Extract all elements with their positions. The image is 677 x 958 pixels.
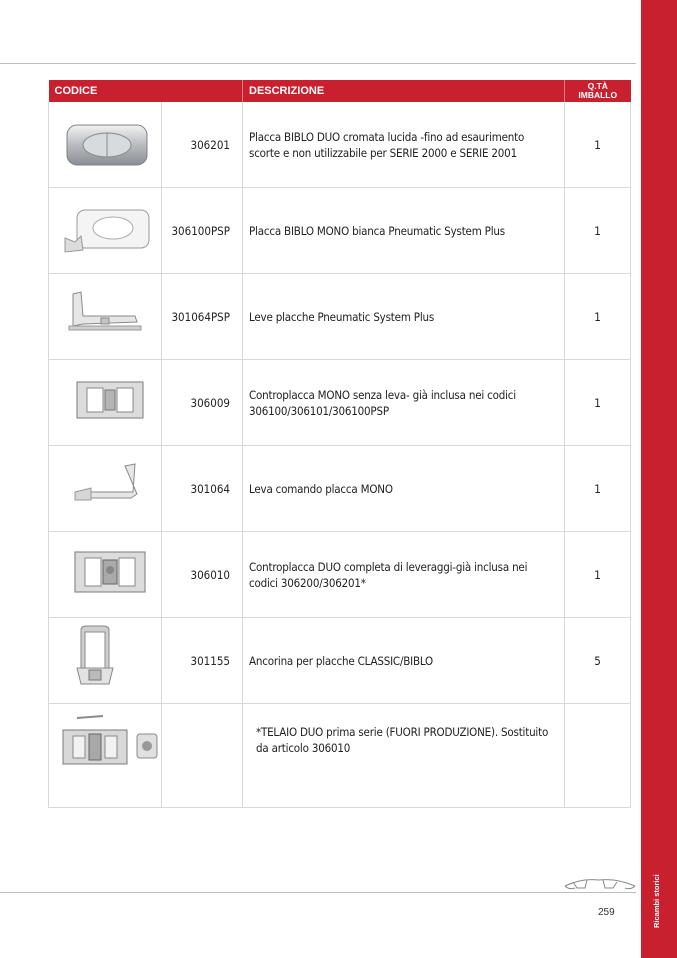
table-row — [49, 618, 631, 704]
product-quantity: 1 — [565, 532, 631, 618]
product-quantity: 1 — [565, 274, 631, 360]
product-quantity: 1 — [565, 446, 631, 532]
decorative-footer-icon — [563, 876, 637, 892]
top-divider — [0, 63, 636, 64]
header-description: DESCRIZIONE — [243, 80, 565, 102]
white-flush-plate-mono-icon — [61, 200, 153, 260]
table-header-row — [49, 80, 631, 102]
product-quantity: 1 — [565, 102, 631, 188]
anchor-icon — [61, 624, 153, 688]
product-image — [49, 102, 162, 188]
section-label: Ricambi storici — [652, 874, 661, 928]
frame-duo-icon — [57, 712, 167, 772]
product-description: Ancorina per placche CLASSIC/BIBLO — [243, 618, 565, 704]
product-code: 306009 — [162, 360, 243, 446]
product-code: 306010 — [162, 532, 243, 618]
lever-icon — [61, 458, 153, 518]
header-quantity — [565, 80, 631, 102]
product-image — [49, 446, 162, 532]
header-code: CODICE — [49, 80, 243, 102]
product-description: Leve placche Pneumatic System Plus — [243, 274, 565, 360]
product-description: Controplacca DUO completa di leveraggi-già inclusa nei codici 306200/306201* — [243, 532, 565, 618]
product-code: 301064 — [162, 446, 243, 532]
product-image — [49, 188, 162, 274]
table-row — [49, 102, 631, 188]
product-image — [49, 618, 162, 704]
chrome-flush-plate-duo-icon — [61, 114, 153, 174]
product-quantity — [565, 704, 631, 808]
product-code: 306201 — [162, 102, 243, 188]
product-image — [49, 532, 162, 618]
header-quantity-line2: IMBALLO — [578, 90, 618, 100]
page-number: 259 — [598, 907, 615, 918]
table-row — [49, 704, 631, 808]
table-row — [49, 274, 631, 360]
product-description: Controplacca MONO senza leva- già inclusa nei codici 306100/306101/306100PSP — [243, 360, 565, 446]
lever-icon — [61, 286, 153, 346]
product-code: 306100PSP — [162, 188, 243, 274]
table-row — [49, 360, 631, 446]
counter-plate-duo-icon — [61, 544, 153, 604]
table-row — [49, 532, 631, 618]
product-description: Placca BIBLO MONO bianca Pneumatic System Plus — [243, 188, 565, 274]
header-quantity-line1: Q.TÀ — [587, 81, 608, 91]
product-image — [49, 274, 162, 360]
product-code — [162, 704, 243, 808]
table-row — [49, 188, 631, 274]
counter-plate-icon — [61, 372, 153, 432]
product-quantity: 1 — [565, 360, 631, 446]
product-description: Placca BIBLO DUO cromata lucida -fino ad esaurimento scorte e non utilizzabile per SERIE 2000 e SERIE 2001 — [243, 102, 565, 188]
product-code: 301064PSP — [162, 274, 243, 360]
bottom-divider — [0, 892, 636, 893]
table-row — [49, 446, 631, 532]
product-description: *TELAIO DUO prima serie (FUORI PRODUZIONE). Sostituito da articolo 306010 — [243, 704, 565, 808]
section-sidebar — [641, 0, 677, 958]
product-quantity: 5 — [565, 618, 631, 704]
product-image — [49, 704, 162, 808]
product-code: 301155 — [162, 618, 243, 704]
spare-parts-table — [48, 80, 631, 808]
product-description: Leva comando placca MONO — [243, 446, 565, 532]
product-image — [49, 360, 162, 446]
product-quantity: 1 — [565, 188, 631, 274]
